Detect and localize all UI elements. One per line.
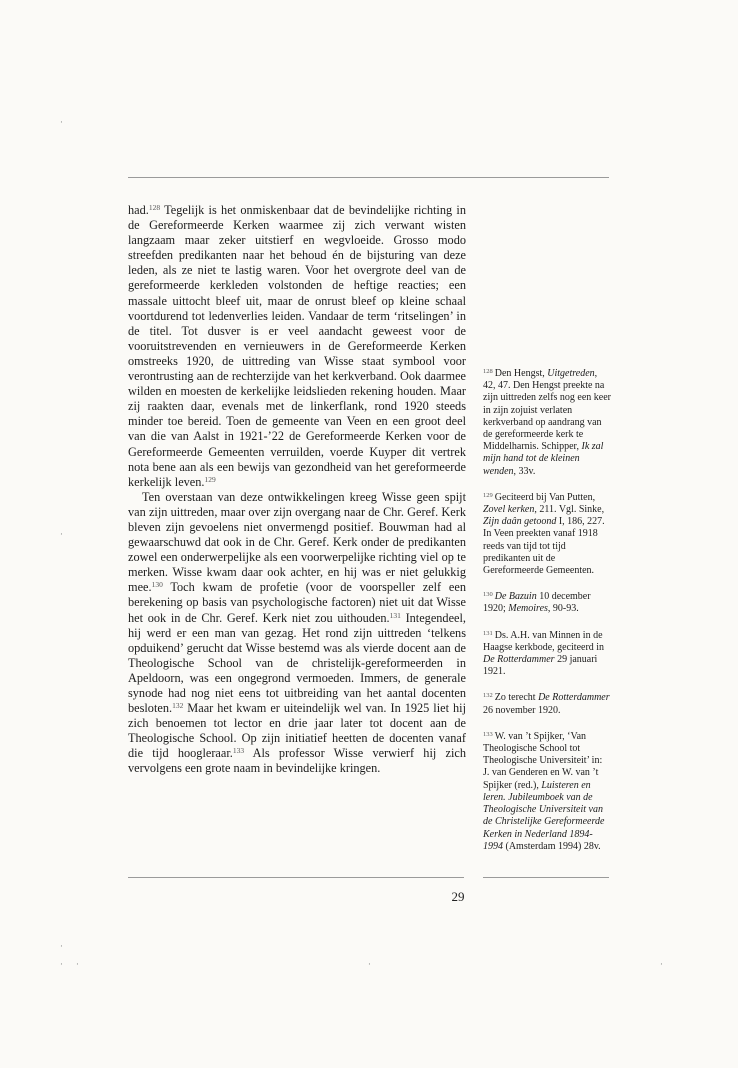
footnote-text: 26 november 1920. bbox=[483, 704, 561, 716]
crop-mark: · bbox=[60, 960, 63, 970]
footnote-text: (Amsterdam 1994) 28v. bbox=[503, 840, 601, 852]
text-run: Maar het kwam er uiteindelijk wel van. In 1925 liet hij zich benoemen tot lector en drie jaar later tot docent aan de Theologische School. Op zijn initiatief heetten de docenten vanaf die tijd hoogleraar. bbox=[128, 701, 466, 761]
footnote-text: , 42, 47. Den Hengst preekte na zijn uittreden zelfs nog een keer in zijn zojuist verlaten kerkverband op aandrang van de gereformeerde kerk te Middelharnis. Schipper, bbox=[483, 368, 611, 453]
main-text-column bbox=[128, 203, 466, 777]
footnote-133 bbox=[483, 729, 611, 853]
footnote-title: De Rotterdammer bbox=[538, 692, 610, 704]
crop-mark: · bbox=[368, 960, 371, 970]
footnote-number: 130 bbox=[483, 591, 493, 599]
top-rule bbox=[128, 177, 609, 178]
footnote-text: Ds. A.H. van Minnen in de Haagse kerkbode, geciteerd in bbox=[483, 629, 605, 653]
footnote-text: 29 januari 1921. bbox=[483, 654, 598, 678]
footnote-129 bbox=[483, 490, 611, 577]
footnote-text: , 90-93. bbox=[547, 603, 579, 615]
crop-mark: · bbox=[660, 960, 663, 970]
footnote-text: , 211. Vgl. Sinke, bbox=[534, 504, 605, 516]
footnote-130 bbox=[483, 589, 611, 615]
text-run: Tegelijk is het onmiskenbaar dat de bevindelijke richting in de Gereformeerde Kerken waarmee zij zich verwant wisten langzaam maar zeker uitstierf en wegvloeide. Grosso modo streefden predikanten naar het behoud én de bijsturing van deze leden, als ze niet te lastig waren. Voor het overgrote deel van de gereformeerde kerkleden volstonden de heftige reacties; een massale uittocht bleef uit, maar de onrust bleef op kleine schaal voortdurend tot ledenverlies leiden. Vandaar de term ‘ritselingen’ in de titel. Tot dusver is er veel aandacht geweest voor de vooruitstrevenden en vernieuwers in de Gereformeerde Kerken omstreeks 1920, de uittreding van Wisse staat symbool voor verontrusting aan de rechterzijde van het kerkverband. Ook daarmee wilden en moesten de kerkelijke leidslieden rekening houden. Maar zij raakten daar, evenals met de linkerflank, rond 1920 steeds minder toe bereid. Toen de gemeente van Veen en een groot deel van die van Aalst in 1921-’22 de Gereformeerde Kerken voor de Gereformeerde Gemeenten verruilden, voerde Kuyper dit vertrek nota bene aan als een bewijs van gezondheid van het gereformeerde kerkelijk leven. bbox=[128, 203, 466, 489]
footnotes-column bbox=[483, 366, 611, 865]
footnote-number: 132 bbox=[483, 692, 493, 700]
page-number: 29 bbox=[451, 889, 465, 904]
footnote-title: Uitgetreden bbox=[547, 368, 595, 379]
footnote-text: Den Hengst, bbox=[494, 368, 548, 379]
footnote-number: 129 bbox=[483, 491, 493, 499]
text-run: Ten overstaan van deze ontwikkelingen kreeg Wisse geen spijt van zijn uittreden, maar over zijn overgang naar de Chr. Geref. Kerk bleven zijn gevoelens niet onvermengd positief. Bouwman had al gewaarschuwd dat ook in de Chr. Geref. Kerk onder de predikanten zowel een onderwerpelijke als een voorwerpelijke richting viel op te merken. Wisse kwam daar ook achter, en hij was er niet gelukkig mee. bbox=[128, 489, 466, 595]
footnote-title: Memoires bbox=[508, 603, 548, 615]
footnote-number: 128 bbox=[483, 368, 493, 375]
footnote-text: I, 186, 227. In Veen preekten vanaf 1918 reeds van tijd tot tijd predikanten uit de Gereformeerde Gemeenten. bbox=[483, 516, 605, 577]
text-run: had. bbox=[128, 203, 149, 217]
text-run: Integendeel, hij werd er een man van gezag. Het rond zijn uittreden ‘telkens opduikend’ gerucht dat Wisse bestemd was als vierde docent aan de Theologische School van de christelijk-gereformeerden in Apeldoorn, was een ongegrond vermoeden. Immers, de generale synode had nog niet eens tot uitbreiding van het aantal docenten besloten. bbox=[128, 610, 466, 716]
footnote-title: Ik zal mijn hand tot de kleinen wenden bbox=[483, 441, 604, 477]
footnote-title: Zovel kerken bbox=[483, 504, 535, 516]
footnote-text: W. van ’t Spijker, ‘Van Theologische School tot Theologische Universiteit’ in: J. van Genderen en W. van ’t Spijker (red.), bbox=[483, 730, 603, 791]
crop-mark: · bbox=[60, 530, 63, 540]
footnote-text: , 33v. bbox=[513, 465, 536, 477]
text-run: Als professor Wisse verwierf hij zich vervolgens een grote naam in bevindelijke kringen. bbox=[128, 746, 466, 776]
footnote-128 bbox=[483, 366, 611, 478]
bottom-rule-main bbox=[128, 877, 464, 878]
footnote-ref: 130 bbox=[151, 580, 163, 590]
footnote-text: 10 december 1920; bbox=[483, 591, 591, 615]
footnote-number: 133 bbox=[483, 730, 493, 738]
footnote-132 bbox=[483, 690, 611, 716]
crop-mark: · bbox=[60, 942, 63, 952]
footnote-ref: 133 bbox=[232, 746, 245, 756]
bottom-rule-notes bbox=[483, 877, 609, 878]
body-paragraph bbox=[128, 490, 466, 777]
footnote-ref: 131 bbox=[389, 610, 401, 620]
footnote-ref: 129 bbox=[204, 474, 216, 484]
footnote-title: Zijn daân getoond bbox=[483, 516, 557, 528]
footnote-text: Zo terecht bbox=[494, 692, 539, 704]
footnote-131 bbox=[483, 628, 611, 679]
crop-mark: · bbox=[76, 960, 79, 970]
footnote-number: 131 bbox=[483, 629, 493, 637]
body-paragraph bbox=[128, 203, 466, 490]
text-run: Toch kwam de profetie (voor de voorspeller zelf een berekening op basis van psychologische factoren) niet uit dat Wisse het ook in de Chr. Geref. Kerk niet zou uithouden. bbox=[128, 580, 466, 625]
footnote-ref: 132 bbox=[172, 701, 184, 711]
footnote-title: De Bazuin bbox=[494, 591, 537, 603]
crop-mark: · bbox=[60, 118, 63, 128]
footnote-text: Geciteerd bij Van Putten, bbox=[494, 491, 596, 503]
footnote-title: Luisteren en leren. Jubileumboek van de Theologische Universiteit van de Christelijke Gereformeerde Kerken in Nederland 1894-1994 bbox=[483, 779, 605, 852]
footnote-ref: 128 bbox=[148, 203, 161, 212]
footnote-title: De Rotterdammer bbox=[483, 654, 555, 666]
